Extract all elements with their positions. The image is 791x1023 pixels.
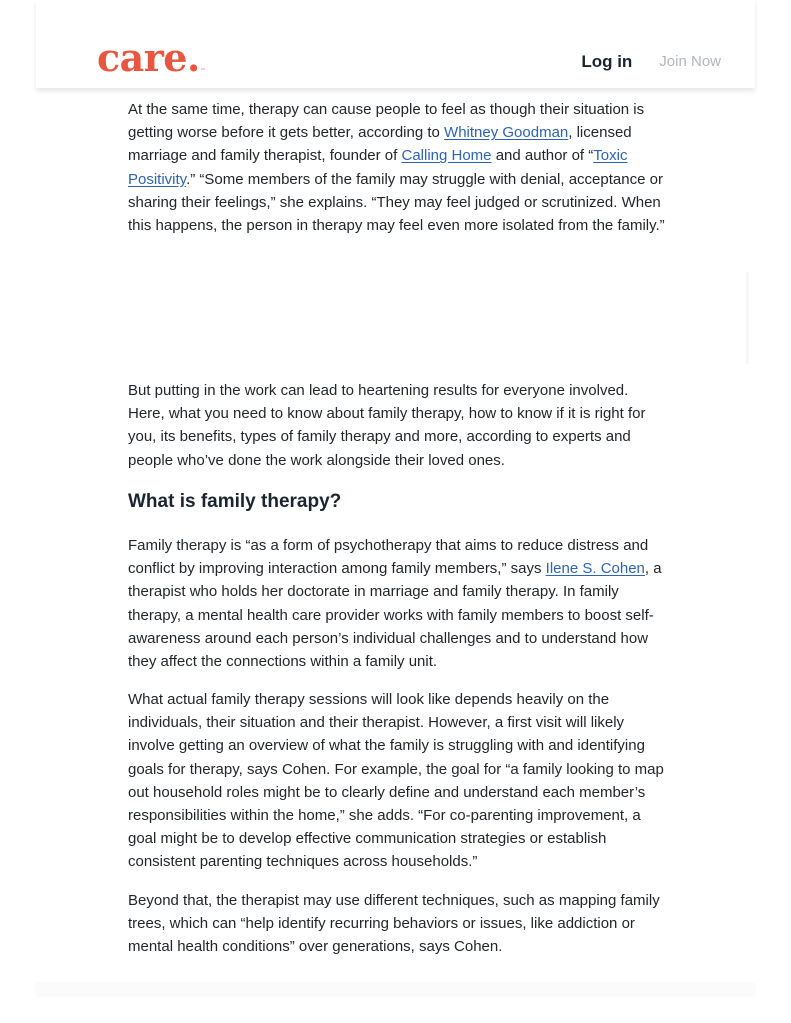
- whitney-goodman-link[interactable]: Whitney Goodman: [444, 124, 569, 142]
- article-paragraph: What actual family therapy sessions will look like depends heavily on the individuals, their situation and their therapist. However, a first visit will likely involve getting an overview of what the family is struggling with and identifying goals for therapy, says Cohen. For example, the goal for “a family looking to map out household roles might be to clearly define and understand each member’s responsibilities within the home,” she adds. “For co-parenting improvement, a goal might be to develop effective communication strategies or establish consistent parenting techniques across households.”: [128, 691, 664, 871]
- paragraph-text: , a therapist who holds her doctorate in marriage and family therapy. In family therapy, a mental health care provider works with family members to boost self-awareness around each person’s individual challenges and to understand how they affect the connections within a family unit.: [128, 560, 662, 671]
- paragraph-text: and author of “: [491, 147, 594, 165]
- toxic-positivity-link[interactable]: Toxic Positivity: [128, 147, 628, 188]
- header-nav: [581, 52, 721, 72]
- login-link[interactable]: Log in: [581, 52, 633, 71]
- section-heading: What is family therapy?: [128, 491, 342, 512]
- article-paragraph: [128, 534, 668, 673]
- article-paragraph: [128, 98, 668, 237]
- article-paragraph: Beyond that, the therapist may use different techniques, such as mapping family trees, which can “help identify recurring behaviors or issues, like addiction or mental health conditions” over generations, says Cohen.: [128, 892, 660, 956]
- paragraph-text: .” “Some members of the family may struggle with denial, acceptance or sharing their feelings,” she explains. “They may feel judged or scrutinized. When this happens, the person in therapy may feel even more isolated from the family.”: [128, 170, 665, 235]
- ad-placeholder: [128, 268, 668, 378]
- join-now-link[interactable]: Join Now: [659, 53, 721, 70]
- right-rail-divider: [746, 272, 749, 364]
- site-header: [36, 0, 755, 88]
- trademark-mark: ™: [200, 67, 205, 72]
- paragraph-text: , licensed marriage and family therapist, founder of: [128, 124, 632, 165]
- paragraph-text: At the same time, therapy can cause people to feel as though their situation is getting worse before it gets better, according to: [128, 101, 645, 142]
- logo-text: care.: [97, 35, 200, 80]
- paragraph-text: Family therapy is “as a form of psychotherapy that aims to reduce distress and conflict by improving interaction among family members,” says: [128, 537, 649, 578]
- care-logo[interactable]: [97, 35, 205, 90]
- bottom-bar: [36, 982, 755, 994]
- ilene-cohen-link[interactable]: Ilene S. Cohen: [545, 560, 645, 578]
- article-paragraph: But putting in the work can lead to heartening results for everyone involved. Here, what you need to know about family therapy, how to know if it is right for you, its benefits, types of family therapy and more, according to experts and people who’ve done the work alongside their loved ones.: [128, 382, 646, 469]
- calling-home-link[interactable]: Calling Home: [401, 147, 492, 165]
